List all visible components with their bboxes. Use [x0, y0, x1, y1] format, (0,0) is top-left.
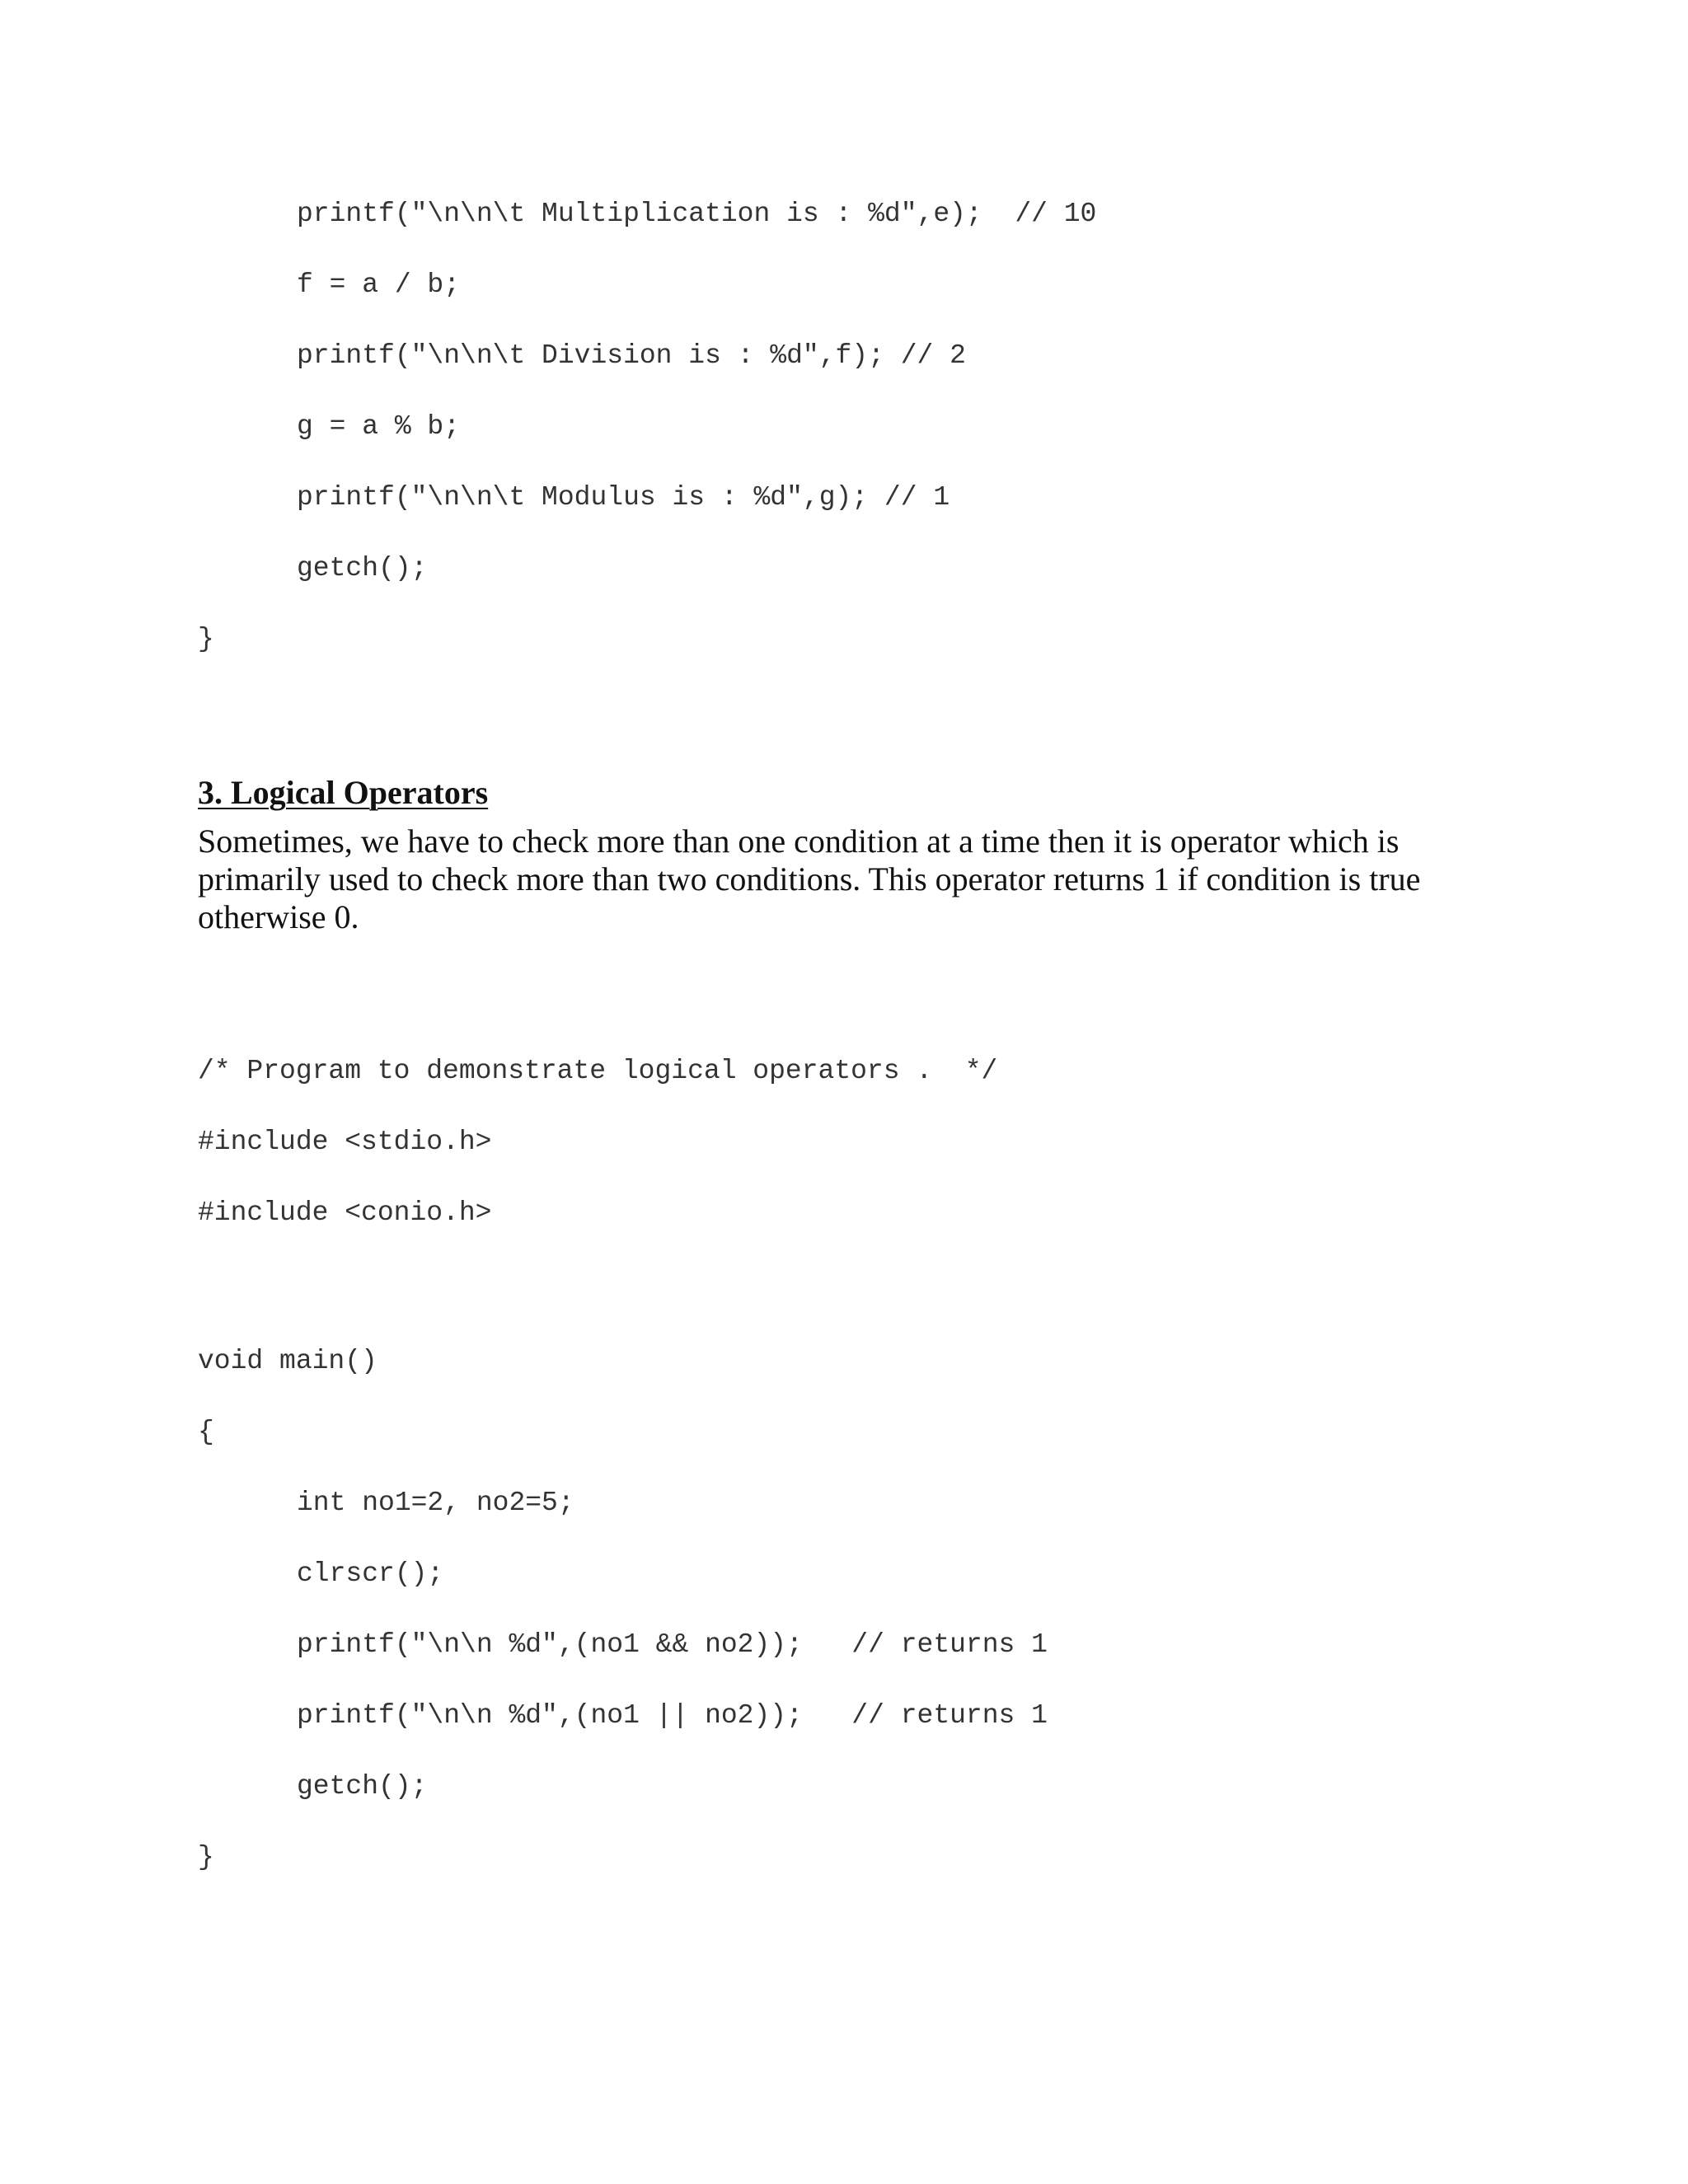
code-line: f = a / b;: [297, 269, 461, 300]
code-line: printf("\n\n\t Multiplication is : %d",e); // 10: [297, 199, 1097, 229]
code-include: #include <stdio.h>: [198, 1127, 492, 1157]
section-heading: 3. Logical Operators: [198, 774, 489, 811]
code-include: #include <conio.h>: [198, 1197, 492, 1228]
code-closing-brace: }: [198, 624, 214, 654]
code-closing-brace: }: [198, 1842, 214, 1872]
code-line: printf("\n\n %d",(no1 || no2)); // returns 1: [297, 1700, 1048, 1731]
code-line: g = a % b;: [297, 411, 461, 442]
code-main-declaration: void main(): [198, 1346, 377, 1376]
code-line: int no1=2, no2=5;: [297, 1488, 574, 1518]
code-comment: /* Program to demonstrate logical operators . */: [198, 1056, 998, 1086]
code-open-brace: {: [198, 1417, 214, 1447]
code-line: clrscr();: [297, 1558, 444, 1589]
section-paragraph: Sometimes, we have to check more than one condition at a time then it is operator which is primarily used to check more than two conditions. This operator returns 1 if condition is true otherwise 0.: [198, 823, 1421, 935]
code-line: printf("\n\n %d",(no1 && no2)); // returns 1: [297, 1629, 1048, 1660]
code-line: printf("\n\n\t Division is : %d",f); // 2: [297, 340, 966, 371]
code-line: printf("\n\n\t Modulus is : %d",g); // 1: [297, 482, 950, 513]
code-line: getch();: [297, 1771, 428, 1802]
code-line: getch();: [297, 553, 428, 583]
